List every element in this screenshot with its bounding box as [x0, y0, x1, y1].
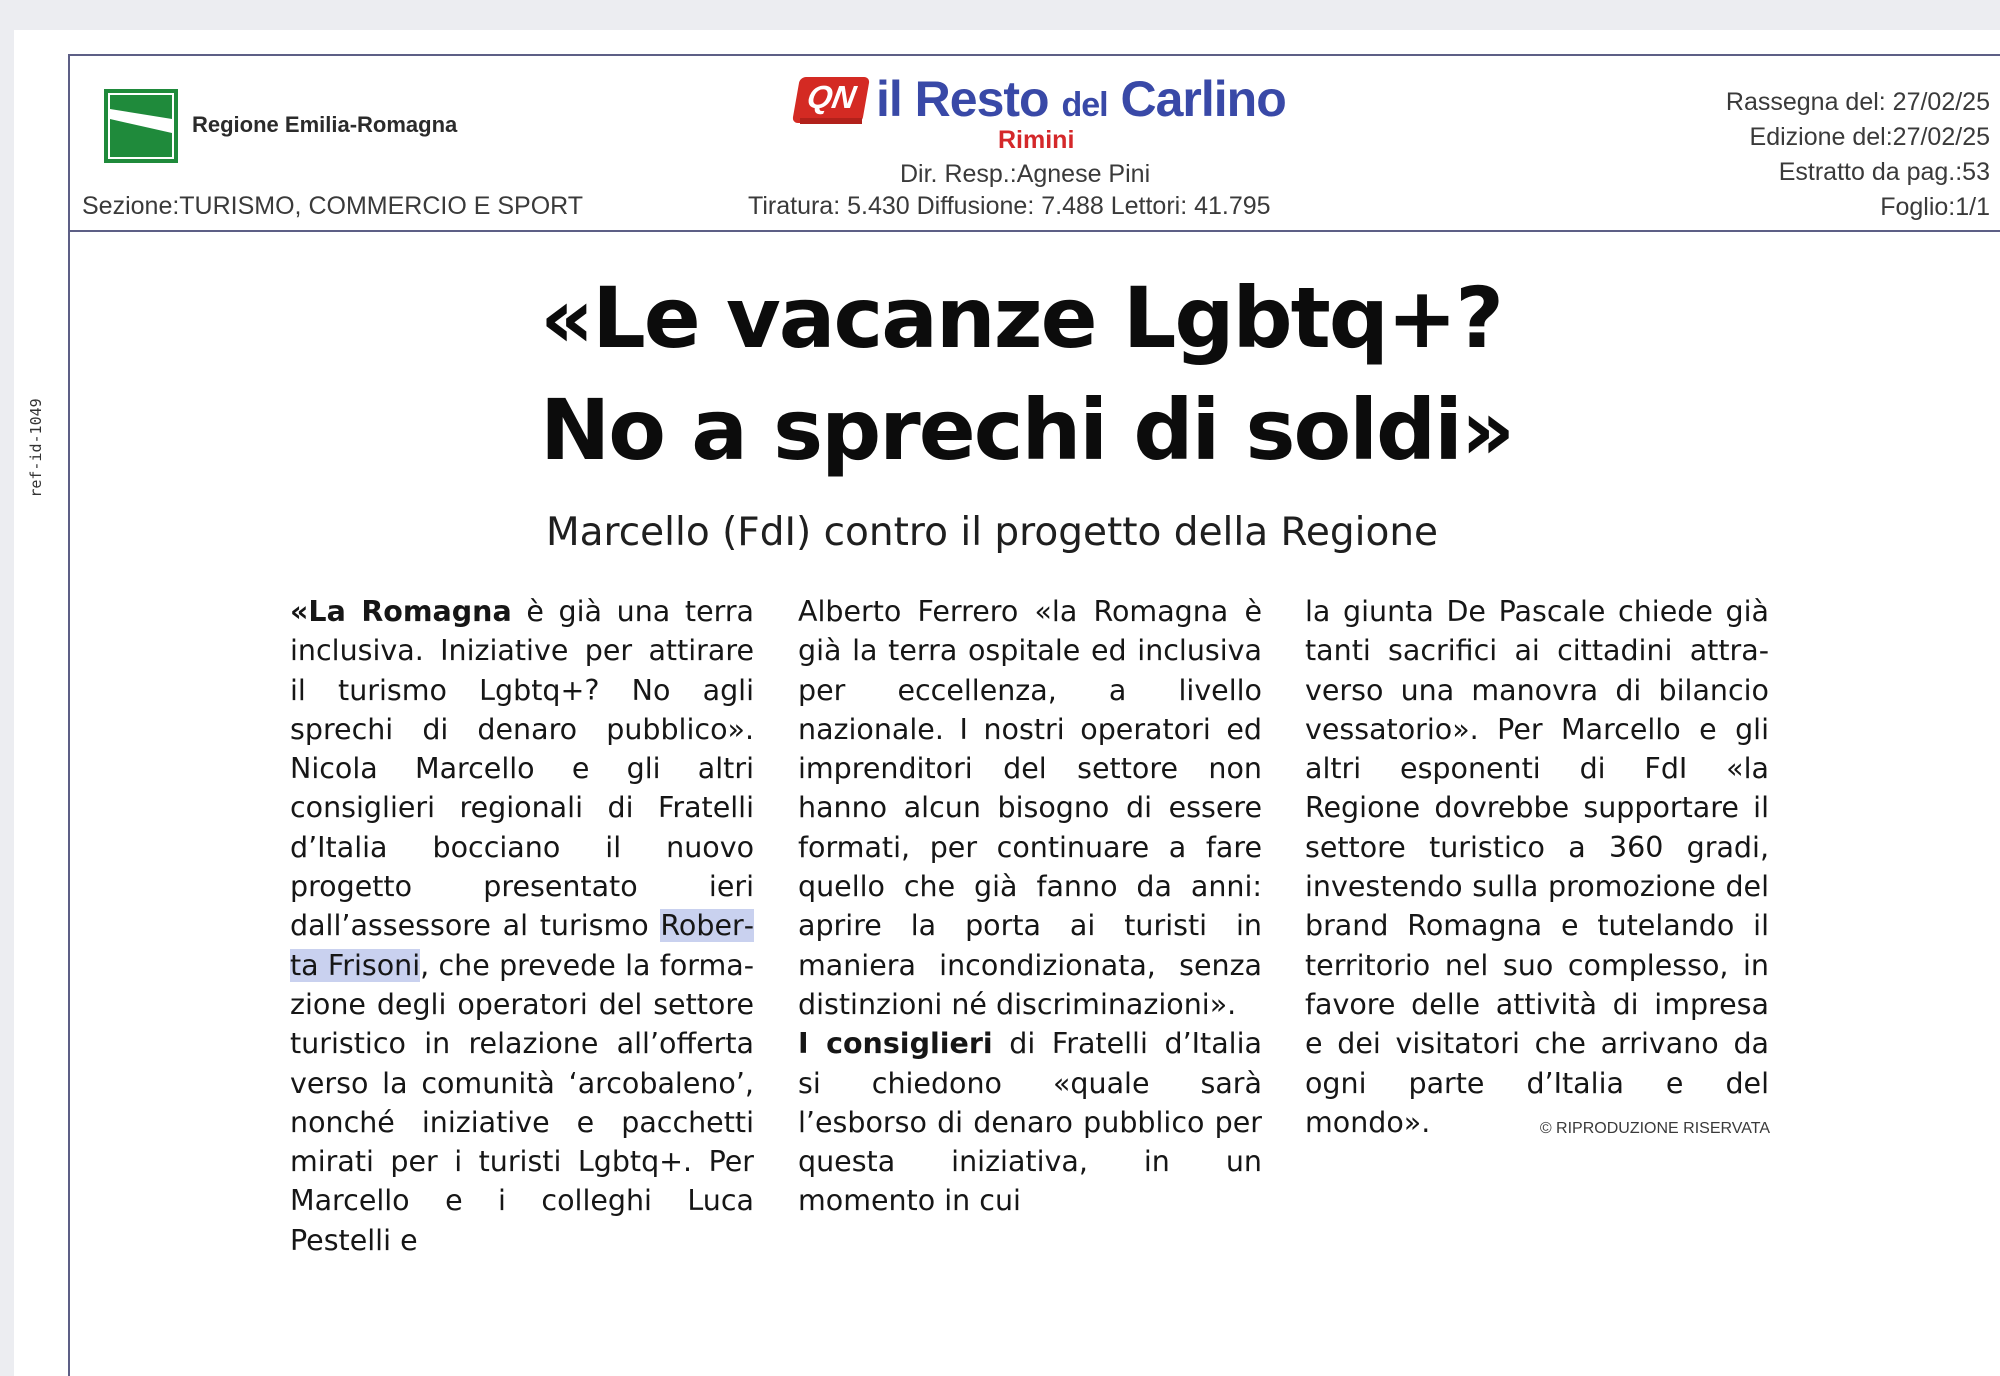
sheet-count: Foglio:1/1: [1880, 193, 1990, 221]
qn-logo-underline: [800, 118, 862, 124]
copyright-notice: © RIPRODUZIONE RISERVATA: [1539, 1120, 1770, 1137]
newspaper-masthead: [876, 70, 1286, 128]
masthead-pre: il Resto: [876, 71, 1062, 127]
director-line: Dir. Resp.:Agnese Pini: [900, 160, 1151, 188]
edition-name: Rimini: [998, 126, 1075, 154]
column-1-text-a: è già una terra inclusiva. Iniziative per attirare il turismo Lgbtq+? No agli sprechi di denaro pubblico». Nicola Marcello e gli altri consiglieri regionali di Fratelli d’Italia bocciano il nuovo progetto presentato ieri dall’assessore al turismo: [290, 595, 754, 943]
article-column-2: [798, 592, 1262, 1221]
circulation-line: Tiratura: 5.430 Diffusione: 7.488 Lettori: 41.795: [748, 192, 1271, 220]
column-3-paragraph: la giunta De Pascale chiede già tanti sacrifici ai cittadini attraverso una manovra di bilancio vessatorio». Per Marcello e gli altri esponenti di FdI «la Regione dovrebbe supportare il settore turistico a 360 gradi, investendo sulla promozione del brand Romagna e tutelando il territorio nel suo complesso, in favore delle attività di impresa e dei visitatori che arrivano da ogni parte d’Italia e del mondo».: [1305, 595, 1769, 1139]
article-headline: [540, 262, 1640, 486]
article-column-1: [290, 592, 754, 1260]
reference-id: ref-id-1049: [27, 398, 45, 498]
masthead-post: Carlino: [1107, 71, 1286, 127]
masthead-del: del: [1061, 86, 1108, 124]
edition-date: Edizione del:27/02/25: [1749, 123, 1990, 151]
column-2-paragraph-1: Alberto Ferrero «la Romagna è già la terra ospitale ed inclusiva per eccellenza, a livello nazionale. I nostri operatori ed imprenditori del settore non hanno alcun bisogno di essere formati, per continuare a fare quello che già fanno da anni: aprire la porta ai turisti in maniera incondizionata, senza distinzioni né discriminazioni».: [798, 595, 1262, 1021]
column-1-text-b: , che prevede la formazione degli operatori del settore turistico in relazione all’offerta verso la comunità ‘arcobaleno’, nonché iniziative e pacchetti mirati per i turisti Lgbtq+. Per Marcello e i colleghi Luca Pestelli e: [290, 948, 754, 1257]
article-column-3: [1305, 592, 1769, 1142]
qn-logo-badge: QN: [792, 77, 870, 123]
extract-page: Estratto da pag.:53: [1778, 158, 1990, 186]
lead-in-bold: «La Romagna: [290, 595, 512, 628]
header-divider: [68, 230, 2000, 232]
region-name: Regione Emilia-Romagna: [192, 112, 458, 137]
rassegna-date: Rassegna del: 27/02/25: [1725, 88, 1990, 116]
column-2-text-b: di Fratelli d’Italia si chiedono «quale sarà l’esborso di denaro pubblico per questa iniziativa, in un momento in cui: [798, 1027, 1262, 1218]
emilia-romagna-logo-icon: [104, 89, 178, 163]
highlighted-name[interactable]: Roberta Frisoni: [290, 909, 754, 982]
section-label: Sezione:TURISMO, COMMERCIO E SPORT: [82, 192, 584, 220]
headline-line-2: No a sprechi di soldi»: [540, 381, 1514, 479]
paragraph-lead-bold: I consiglieri: [798, 1027, 993, 1061]
headline-line-1: «Le vacanze Lgbtq+?: [540, 269, 1503, 367]
article-subtitle: Marcello (FdI) contro il progetto della Regione: [546, 510, 1439, 555]
